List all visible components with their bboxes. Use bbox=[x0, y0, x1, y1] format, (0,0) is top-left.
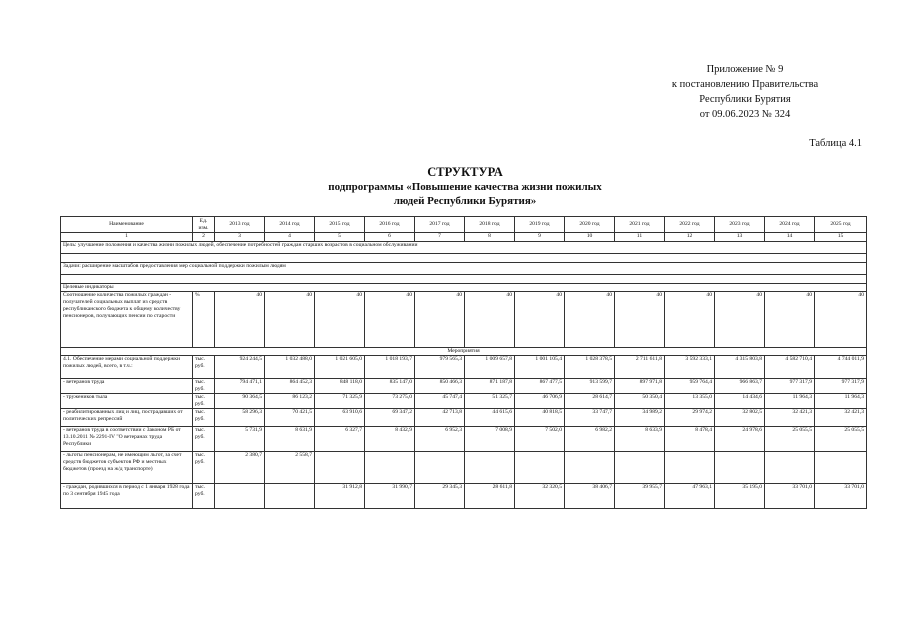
column-number: 15 bbox=[815, 233, 867, 242]
title-line-3: людей Республики Бурятия» bbox=[393, 195, 537, 207]
row-value: 44 615,6 bbox=[465, 409, 515, 427]
column-number: 8 bbox=[465, 233, 515, 242]
row-value: 8 631,9 bbox=[265, 427, 315, 452]
row-unit: тыс. руб. bbox=[193, 427, 215, 452]
row-value: 8 432,9 bbox=[365, 427, 415, 452]
row-value bbox=[415, 452, 465, 484]
row-value: 7 008,9 bbox=[465, 427, 515, 452]
row-value: 34 989,2 bbox=[615, 409, 665, 427]
header-2014: 2014 год bbox=[265, 217, 315, 233]
goal-row bbox=[61, 242, 867, 254]
indicators-heading: Целевые индикаторы bbox=[61, 284, 867, 292]
row-unit: тыс. руб. bbox=[193, 484, 215, 509]
row-value: 867 477,5 bbox=[515, 379, 565, 394]
spacer-cell bbox=[61, 254, 867, 263]
row-value bbox=[515, 452, 565, 484]
row-value: 8 478,4 bbox=[665, 427, 715, 452]
header-2022: 2022 год bbox=[665, 217, 715, 233]
measures-heading-row bbox=[61, 348, 867, 356]
structure-table bbox=[60, 216, 867, 509]
column-number: 7 bbox=[415, 233, 465, 242]
row-value: 1 018 193,7 bbox=[365, 356, 415, 379]
column-numbers-row bbox=[61, 233, 867, 242]
row-value: 28 614,7 bbox=[565, 394, 615, 409]
indicator-value: 40 bbox=[415, 292, 465, 348]
row-unit: тыс. руб. bbox=[193, 409, 215, 427]
table-row bbox=[61, 427, 867, 452]
header-2020: 2020 год bbox=[565, 217, 615, 233]
spacer-row bbox=[61, 254, 867, 263]
row-value: 32 802,5 bbox=[715, 409, 765, 427]
row-value bbox=[365, 452, 415, 484]
header-2023: 2023 год bbox=[715, 217, 765, 233]
measures-heading: Мероприятия bbox=[61, 348, 867, 356]
row-value: 850 466,3 bbox=[415, 379, 465, 394]
row-value: 1 009 657,8 bbox=[465, 356, 515, 379]
task-row bbox=[61, 263, 867, 275]
row-value: 2 380,7 bbox=[215, 452, 265, 484]
row-value: 959 764,4 bbox=[665, 379, 715, 394]
row-value: 3 592 333,1 bbox=[665, 356, 715, 379]
row-unit: тыс. руб. bbox=[193, 452, 215, 484]
row-value: 913 599,7 bbox=[565, 379, 615, 394]
row-name: - ветеранов труда bbox=[61, 379, 193, 394]
row-value: 11 964,3 bbox=[815, 394, 867, 409]
indicator-value: 40 bbox=[615, 292, 665, 348]
row-value: 871 187,8 bbox=[465, 379, 515, 394]
spacer-row bbox=[61, 275, 867, 284]
table-row bbox=[61, 484, 867, 509]
row-value: 58 296,3 bbox=[215, 409, 265, 427]
header-2018: 2018 год bbox=[465, 217, 515, 233]
row-value: 6 982,2 bbox=[565, 427, 615, 452]
row-value bbox=[665, 452, 715, 484]
row-value: 32 421,3 bbox=[765, 409, 815, 427]
row-value: 6 327,7 bbox=[315, 427, 365, 452]
row-value: 40 818,5 bbox=[515, 409, 565, 427]
header-2019: 2019 год bbox=[515, 217, 565, 233]
row-value: 86 123,2 bbox=[265, 394, 315, 409]
indicators-heading-row bbox=[61, 284, 867, 292]
row-name: - ветеранов труда в соответствии с Законом РБ от 13.10.2011 № 2291-IV "О ветеранах труда Республики bbox=[61, 427, 193, 452]
row-value: 1 028 378,5 bbox=[565, 356, 615, 379]
row-value: 31 912,8 bbox=[315, 484, 365, 509]
row-value: 63 910,6 bbox=[315, 409, 365, 427]
row-value bbox=[265, 484, 315, 509]
document-title bbox=[180, 164, 750, 208]
header-2024: 2024 год bbox=[765, 217, 815, 233]
row-value: 2 558,7 bbox=[265, 452, 315, 484]
row-value: 6 952,3 bbox=[415, 427, 465, 452]
row-value: 33 747,7 bbox=[565, 409, 615, 427]
spacer-cell bbox=[61, 275, 867, 284]
header-unit: Ед. изм. bbox=[193, 217, 215, 233]
row-name: - льготы пенсионерам, не имеющим льгот, за счет средств бюджетов субъектов РФ и местных бюджетов (проезд на ж/д транспорте) bbox=[61, 452, 193, 484]
header-2013: 2013 год bbox=[215, 217, 265, 233]
column-number: 12 bbox=[665, 233, 715, 242]
row-value: 2 711 611,8 bbox=[615, 356, 665, 379]
indicator-value: 40 bbox=[215, 292, 265, 348]
row-value: 897 971,8 bbox=[615, 379, 665, 394]
row-value: 39 955,7 bbox=[615, 484, 665, 509]
column-number: 5 bbox=[315, 233, 365, 242]
row-value: 864 452,3 bbox=[265, 379, 315, 394]
row-value: 25 055,5 bbox=[815, 427, 867, 452]
row-value: 848 118,0 bbox=[315, 379, 365, 394]
indicator-name: Соотношение количества пожилых граждан - получателей социальных выплат из средств республиканского бюджета к общему количеству пенсионеров, получающих пенсии по старости bbox=[61, 292, 193, 348]
indicator-value: 40 bbox=[515, 292, 565, 348]
annex-line-3: Республики Бурятия bbox=[699, 94, 791, 105]
row-value: 46 706,9 bbox=[515, 394, 565, 409]
header-2021: 2021 год bbox=[615, 217, 665, 233]
row-value: 29 345,3 bbox=[415, 484, 465, 509]
row-value: 69 347,2 bbox=[365, 409, 415, 427]
row-value: 1 001 105,4 bbox=[515, 356, 565, 379]
table-row bbox=[61, 356, 867, 379]
indicator-value: 40 bbox=[815, 292, 867, 348]
row-value: 28 611,8 bbox=[465, 484, 515, 509]
row-value: 70 421,5 bbox=[265, 409, 315, 427]
indicator-value: 40 bbox=[465, 292, 515, 348]
row-value: 7 502,0 bbox=[515, 427, 565, 452]
row-value: 32 421,3 bbox=[815, 409, 867, 427]
row-value: 1 032 488,0 bbox=[265, 356, 315, 379]
row-value: 8 633,9 bbox=[615, 427, 665, 452]
goal-text: Цель: улучшение положения и качества жизни пожилых людей, обеспечение потребностей граждан старших возрастов в социальном обслуживании bbox=[61, 242, 867, 254]
column-number: 9 bbox=[515, 233, 565, 242]
row-value: 4 582 710,4 bbox=[765, 356, 815, 379]
row-name: 4.1. Обеспечение мерами социальной поддержки пожилых людей, всего, в т.ч.: bbox=[61, 356, 193, 379]
column-number: 3 bbox=[215, 233, 265, 242]
row-name: - реабилитированных лиц и лиц, пострадавших от политических репрессий bbox=[61, 409, 193, 427]
row-value: 73 275,0 bbox=[365, 394, 415, 409]
row-value: 90 364,5 bbox=[215, 394, 265, 409]
row-value: 14 434,6 bbox=[715, 394, 765, 409]
column-number: 14 bbox=[765, 233, 815, 242]
title-line-2: подпрограммы «Повышение качества жизни пожилых bbox=[328, 181, 602, 193]
indicator-value: 40 bbox=[715, 292, 765, 348]
indicator-value: 40 bbox=[265, 292, 315, 348]
row-value bbox=[615, 452, 665, 484]
indicator-value: 40 bbox=[765, 292, 815, 348]
row-value: 45 747,4 bbox=[415, 394, 465, 409]
indicator-value: 40 bbox=[565, 292, 615, 348]
header-row bbox=[61, 217, 867, 233]
title-line-1: СТРУКТУРА bbox=[427, 165, 503, 179]
row-value: 977 317,9 bbox=[765, 379, 815, 394]
column-number: 10 bbox=[565, 233, 615, 242]
header-2017: 2017 год bbox=[415, 217, 465, 233]
row-value: 33 701,0 bbox=[815, 484, 867, 509]
column-number: 11 bbox=[615, 233, 665, 242]
row-value: 50 350,4 bbox=[615, 394, 665, 409]
row-unit: тыс. руб. bbox=[193, 379, 215, 394]
row-value bbox=[765, 452, 815, 484]
task-text: Задачи: расширение масштабов предоставления мер социальной поддержки пожилым людям bbox=[61, 263, 867, 275]
table-row bbox=[61, 409, 867, 427]
header-2015: 2015 год bbox=[315, 217, 365, 233]
indicator-value: 40 bbox=[315, 292, 365, 348]
indicator-value: 40 bbox=[665, 292, 715, 348]
column-number: 13 bbox=[715, 233, 765, 242]
annex-line-2: к постановлению Правительства bbox=[671, 79, 819, 90]
row-value: 25 055,5 bbox=[765, 427, 815, 452]
row-value: 24 978,6 bbox=[715, 427, 765, 452]
indicator-unit: % bbox=[193, 292, 215, 348]
row-value: 966 863,7 bbox=[715, 379, 765, 394]
row-value bbox=[565, 452, 615, 484]
row-value: 1 021 605,0 bbox=[315, 356, 365, 379]
header-name: Наименование bbox=[61, 217, 193, 233]
row-value: 924 244,5 bbox=[215, 356, 265, 379]
row-value: 979 565,3 bbox=[415, 356, 465, 379]
row-value: 31 990,7 bbox=[365, 484, 415, 509]
row-value: 794 471,1 bbox=[215, 379, 265, 394]
column-number: 1 bbox=[61, 233, 193, 242]
column-number: 2 bbox=[193, 233, 215, 242]
row-value: 835 147,0 bbox=[365, 379, 415, 394]
row-unit: тыс. руб. bbox=[193, 356, 215, 379]
row-value: 71 325,9 bbox=[315, 394, 365, 409]
row-value: 35 195,0 bbox=[715, 484, 765, 509]
annex-line-4: от 09.06.2023 № 324 bbox=[699, 109, 791, 120]
table-row bbox=[61, 452, 867, 484]
indicator-value: 40 bbox=[365, 292, 415, 348]
indicator-row bbox=[61, 292, 867, 348]
row-value: 51 325,7 bbox=[465, 394, 515, 409]
table-row bbox=[61, 394, 867, 409]
row-name: - тружеников тыла bbox=[61, 394, 193, 409]
row-value: 977 317,9 bbox=[815, 379, 867, 394]
row-value: 29 974,2 bbox=[665, 409, 715, 427]
row-value: 11 964,3 bbox=[765, 394, 815, 409]
row-value: 32 320,5 bbox=[515, 484, 565, 509]
header-2025: 2025 год bbox=[815, 217, 867, 233]
column-number: 4 bbox=[265, 233, 315, 242]
row-value bbox=[465, 452, 515, 484]
row-value: 47 963,1 bbox=[665, 484, 715, 509]
row-value bbox=[815, 452, 867, 484]
row-value: 4 744 011,9 bbox=[815, 356, 867, 379]
row-unit: тыс. руб. bbox=[193, 394, 215, 409]
row-name: - граждан, родившихся в период с 1 января 1928 года по 3 сентября 1945 года bbox=[61, 484, 193, 509]
row-value bbox=[715, 452, 765, 484]
row-value: 4 315 803,8 bbox=[715, 356, 765, 379]
row-value bbox=[315, 452, 365, 484]
row-value: 5 731,9 bbox=[215, 427, 265, 452]
annex-block bbox=[620, 62, 870, 122]
row-value: 13 355,0 bbox=[665, 394, 715, 409]
header-2016: 2016 год bbox=[365, 217, 415, 233]
row-value: 42 713,8 bbox=[415, 409, 465, 427]
table-number: Таблица 4.1 bbox=[809, 138, 862, 149]
row-value: 33 701,0 bbox=[765, 484, 815, 509]
column-number: 6 bbox=[365, 233, 415, 242]
row-value bbox=[215, 484, 265, 509]
annex-line-1: Приложение № 9 bbox=[706, 64, 784, 75]
table-row bbox=[61, 379, 867, 394]
row-value: 38 406,7 bbox=[565, 484, 615, 509]
